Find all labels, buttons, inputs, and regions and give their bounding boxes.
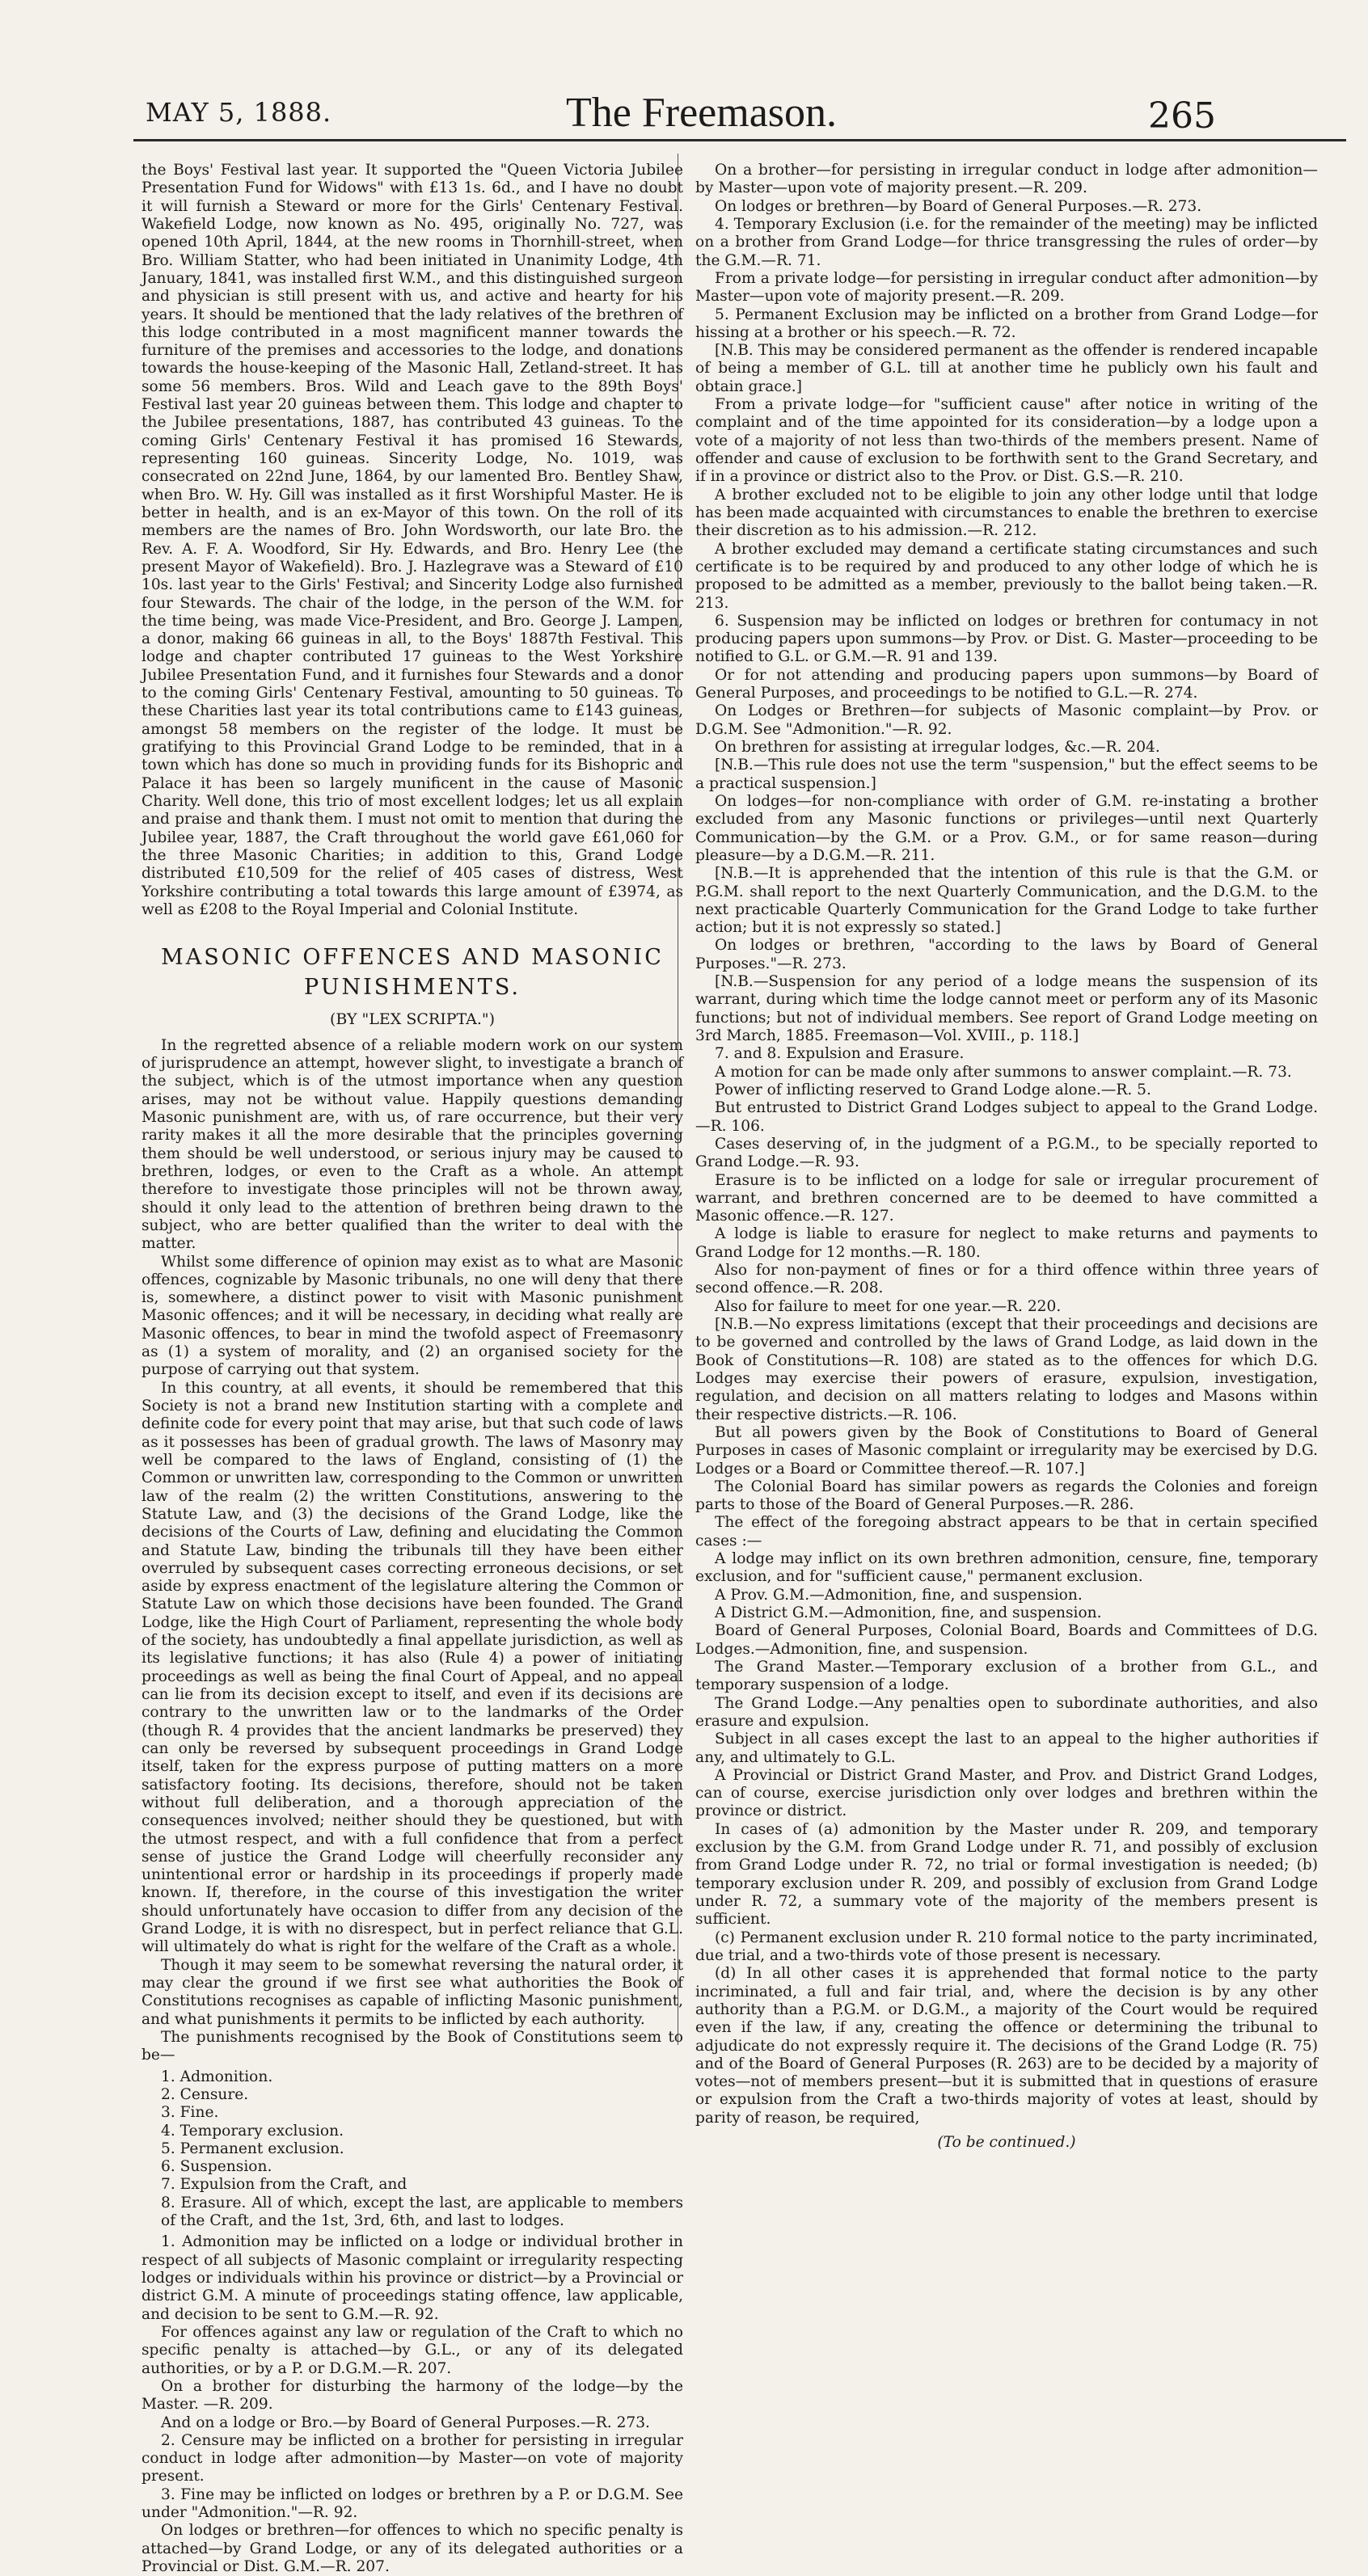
list-item: 4. Temporary exclusion. [161,2122,344,2140]
paragraph: (c) Permanent exclusion under R. 210 formal notice to the party incriminated, due trial, and a two-thirds vote of those present is necessary. [695,1929,1318,1964]
intro-paragraph: the Boys' Festival last year. It supported the "Queen Victoria Jubilee Presentation Fund for Widows" with £13 1s. 6d., and I have no doubt it will furnish a Steward or more for the Girls' Centenary Festival. Wakefield Lodge, now known as No. 495, originally No. 727, was opened 10th April, 1844, at the new rooms in Thornhill-street, when Bro. William Statter, who had been initiated in Unanimity Lodge, 4th January, 1841, was installed first W.M., and this distinguished surgeon and physician is still present with us, and active and hearty for his years. It should be mentioned that the lady relatives of the brethren of this lodge contributed in a most magnificent manner towards the furniture of the premises and accessories to the lodge, and donations towards the house-keeping of the Masonic Hall, Zetland-street. It has some 56 members. Bros. Wild and Leach gave to the 89th Boys' Festival last year 20 guineas between them. This lodge and chapter to the Jubilee presentations, 1887, has contributed 43 guineas. To the coming Girls' Centenary Festival it has promised 16 Stewards, representing 160 guineas. Sincerity Lodge, No. 1019, was consecrated on 22nd June, 1864, by our lamented Bro. Bentley Shaw, when Bro. W. Hy. Gill was installed as it first Worshipful Master. He is better in health, and is an ex-Mayor of this town. On the roll of its members are the names of Bro. John Wordsworth, our late Bro. the Rev. A. F. A. Woodford, Sir Hy. Edwards, and Bro. Henry Lee (the present Mayor of Wakefield). Bro. J. Hazlegrave was a Steward of £10 10s. last year to the Girls' Festival; and Sincerity Lodge also furnished four Stewards. The chair of the lodge, in the person of the W.M. for the time being, was made Vice-President, and Bro. George J. Lampen, a donor, making 66 guineas in all, to the Boys' 1887th Festival. This lodge and chapter contributed 17 guineas to the West Yorkshire Jubilee Presentation Fund, and it furnishes four Stewards and a donor to the coming Girls' Centenary Festival, amounting to 50 guineas. To these Charities last year its total contributions came to £143 guineas, amongst 58 members on the register of the lodge. It must be gratifying to this Provincial Grand Lodge to be reminded, that in a town which has done so much in providing funds for its Bishopric and Palace it has been so largely munificent in the cause of Masonic Charity. Well done, this trio of most excellent lodges; let us all explain and praise and thank them. I must not omit to mention that during the Jubilee year, 1887, the Craft throughout the world gave £61,060 for the three Masonic Charities; in addition to this, Grand Lodge distributed £10,509 for the relief of 405 cases of distress, West Yorkshire contributing a total towards this large amount of £3974, as well as £208 to the Royal Imperial and Colonial Institute. [141,162,683,918]
right-column [695,162,1318,2152]
newspaper-title: The Freemason. [566,90,838,136]
paragraph: [N.B.—This rule does not use the term "suspension," but the effect seems to be a practical suspension.] [695,757,1318,792]
paragraph: On lodges or brethren, "according to the laws by Board of General Purposes."—R. 273. [695,937,1318,972]
paragraph: A lodge may inflict on its own brethren admonition, censure, fine, temporary exclusion, and for "sufficient cause," permanent exclusion. [695,1550,1318,1586]
paragraph: 6. Suspension may be inflicted on lodges or brethren for contumacy in not producing papers upon summons—by Prov. or Dist. G. Master—proceeding to be notified to G.L. or G.M.—R. 91 and 139. [695,612,1318,666]
paragraph: On lodges or brethren—for offences to which no specific penalty is attached—by Grand Lodge, or any of its delegated authorities or a Provincial or Dist. G.M.—R. 207. [141,2522,683,2576]
paragraph: Or for not attending and producing papers upon summons—by Board of General Purposes, and proceedings to be notified to G.L.—R. 274. [695,666,1318,702]
paragraph: On brethren for assisting at irregular lodges, &c.—R. 204. [715,739,1160,756]
masthead [0,0,1368,141]
paragraph: Whilst some difference of opinion may exist as to what are Masonic offences, cognizable by Masonic tribunals, no one will deny that there is, somewhere, a distinct power to visit with Masonic punishment Masonic offences; and it will be necessary, in deciding what really are Masonic offences, to bear in mind the twofold aspect of Freemasonry as (1) a system of morality, and (2) an organised society for the purpose of carrying out that system. [141,1253,683,1379]
paragraph: Board of General Purposes, Colonial Board, Boards and Committees of D.G. Lodges.—Admonition, fine, and suspension. [695,1622,1318,1658]
paragraph: But all powers given by the Book of Constitutions to Board of General Purposes in cases of Masonic complaint or irregularity may be exercised by D.G. Lodges or a Board or Committee thereof.—R. 107.] [695,1423,1318,1478]
paragraph: The Grand Lodge.—Any penalties open to subordinate authorities, and also erasure and expulsion. [695,1694,1318,1730]
paragraph: [N.B.—Suspension for any period of a lodge means the suspension of its warrant, during which time the lodge cannot meet or perform any of its Masonic functions; but not of individual members. See report of Grand Lodge meeting on 3rd March, 1885. Freemason—Vol. XVIII., p. 118.] [695,973,1318,1044]
paragraph: A brother excluded may demand a certificate stating circumstances and such certificate is to be required by and produced to any other lodge of which he is proposed to be admitted as a member, previously to the ballot being taken.—R. 213. [695,540,1318,612]
article-heading: MASONIC OFFENCES AND MASONIC PUNISHMENTS. [161,945,664,1000]
continued-note: (To be continued.) [937,2134,1076,2152]
left-column [141,162,683,2576]
paragraph: In this country, at all events, it should be remembered that this Society is not a brand new Institution starting with a complete and definite code for every point that may arise, but that such code of laws as it possesses has been of gradual growth. The laws of Masonry may well be compared to the laws of England, consisting of (1) the Common or unwritten law, corresponding to the Common or unwritten law of the realm (2) the written Constitutions, answering to the Statute Law, and (3) the decisions of the Grand Lodge, like the decisions of the Courts of Law, defining and elucidating the Common and Statute Law, binding the tribunals till they have been either overruled by subsequent cases correcting erroneous decisions, or set aside by express enactment of the legislature altering the Common or Statute Law on which those decisions have been founded. The Grand Lodge, like the High Court of Parliament, representing the whole body of the society, has undoubtedly a final appellate jurisdiction, as well as its legislative functions; it has also (Rule 4) a power of initiating proceedings as well as being the final Court of Appeal, and no appeal can lie from its decision except to itself, and even if its decisions are contrary to the unwritten law or to the landmarks of the Order (though R. 4 provides that the ancient landmarks be preserved) they can only be reversed by subsequent proceedings in Grand Lodge itself, taken for the express purpose of putting matters on a more satisfactory footing. Its decisions, therefore, should not be taken without full deliberation, and a thorough appreciation of the consequences involved; neither should they be questioned, but with the utmost respect, and with a full confidence that from a perfect sense of justice the Grand Lodge will cheerfully reconsider any unintentional error or hardship in its proceedings if properly made known. If, therefore, in the course of this investigation the writer should unfortunately have occasion to differ from any decision of the Grand Lodge, it is with no disrespect, but in perfect reliance that G.L. will ultimately do what is right for the welfare of the Craft as a whole. [141,1379,683,1956]
paragraph: [N.B. This may be considered permanent as the offender is rendered incapable of being a member of G.L. till at another time he publicly own his fault and obtain grace.] [695,342,1318,395]
list-item: 1. Admonition. [161,2068,273,2085]
paragraph: A brother excluded not to be eligible to join any other lodge until that lodge has been made acquainted with circumstances to enable the brethren to exercise their discretion as to his admission.—R. 212. [695,486,1318,540]
paragraph: Cases deserving of, in the judgment of a P.G.M., to be specially reported to Grand Lodge.—R. 93. [695,1135,1318,1171]
issue-date: MAY 5, 1888. [146,97,332,128]
paragraph: The effect of the foregoing abstract appears to be that in certain specified cases :— [695,1514,1318,1549]
paragraph: 3. Fine may be inflicted on lodges or brethren by a P. or D.G.M. See under "Admonition."—R. 92. [141,2485,683,2522]
list-item: 2. Censure. [161,2085,249,2103]
paragraph: On a brother—for persisting in irregular conduct in lodge after admonition—by Master—upon vote of majority present.—R. 209. [695,162,1318,197]
paragraph: On lodges—for non-compliance with order of G.M. re-instating a brother excluded from any Masonic functions or privileges—until next Quarterly Communication—by the G.M. or a Prov. G.M., or for same reason—during pleasure—by a D.G.M.—R. 211. [695,792,1318,864]
paragraph: Erasure is to be inflicted on a lodge for sale or irregular procurement of warrant, and brethren concerned are to be deemed to have committed a Masonic offence.—R. 127. [695,1171,1318,1225]
paragraph: 5. Permanent Exclusion may be inflicted on a brother from Grand Lodge—for hissing at a brother or his speech.—R. 72. [695,306,1318,341]
article-body [141,1037,683,2065]
paragraph: (d) In all other cases it is apprehended that formal notice to the party incriminated, a full and fair trial, and, where the decision is by any other authority than a P.G.M. or D.G.M., a majority of the Court would be required even if the law, if any, creating the offence or determining the tribunal to adjudicate do not expressly require it. The decisions of the Grand Lodge (R. 75) and of the Board of General Purposes (R. 263) are to be decided by a majority of votes—not of members present—but it is submitted that in questions of erasure or expulsion from the Craft a two-thirds majority of votes at least, should by parity of reason, be required, [695,1965,1318,2127]
paragraph: In the regretted absence of a reliable modern work on our system of jurisprudence an attempt, however slight, to investigate a branch of the subject, which is of the utmost importance when any question arises, may not be without value. Happily questions demanding Masonic punishment are, with us, of rare occurrence, but their very rarity makes it all the more desirable that the principles governing them should be well understood, or serious injury may be caused to brethren, lodges, or even to the Craft as a whole. An attempt therefore to investigate those principles will not be thrown away, should it only lead to the attention of brethren being drawn to the subject, who are better qualified than the writer to deal with the matter. [141,1036,683,1253]
list-item: 5. Permanent exclusion. [161,2140,344,2157]
paragraph: On lodges or brethren—by Board of General Purposes.—R. 273. [715,197,1202,215]
paragraph: A motion for can be made only after summons to answer complaint.—R. 73. [715,1063,1292,1081]
list-item: 3. Fine. [161,2104,219,2122]
paragraph: The Colonial Board has similar powers as regards the Colonies and foreign parts to those of the Board of General Purposes.—R. 286. [695,1478,1318,1514]
header-rule [133,139,1346,141]
paragraph: For offences against any law or regulation of the Craft to which no specific penalty is attached—by G.L., or any of its delegated authorities, or by a P. or D.G.M.—R. 207. [141,2323,683,2377]
paragraph: From a private lodge—for persisting in irregular conduct after admonition—by Master—upon vote of majority present.—R. 209. [695,269,1318,306]
paragraph: A lodge is liable to erasure for neglect to make returns and payments to Grand Lodge for 12 months.—R. 180. [695,1225,1318,1261]
paragraph: Power of inflicting reserved to Grand Lodge alone.—R. 5. [715,1081,1151,1098]
paragraph: A Prov. G.M.—Admonition, fine, and suspension. [715,1586,1083,1604]
paragraph: The Grand Master.—Temporary exclusion of a brother from G.L., and temporary suspension of a lodge. [695,1658,1318,1694]
paragraph: On Lodges or Brethren—for subjects of Masonic complaint—by Prov. or D.G.M. See "Admonition."—R. 92. [695,702,1318,738]
paragraph: 7. and 8. Expulsion and Erasure. [715,1045,965,1063]
paragraph: 4. Temporary Exclusion (i.e. for the remainder of the meeting) may be inflicted on a brother from Grand Lodge—for thrice transgressing the rules of order—by the G.M.—R. 71. [695,215,1318,269]
paragraph: Subject in all cases except the last to an appeal to the higher authorities if any, and ultimately to G.L. [695,1731,1318,1766]
paragraph: And on a lodge or Bro.—by Board of General Purposes.—R. 273. [161,2414,650,2431]
right-body [695,162,1318,2127]
paragraph: [N.B.—It is apprehended that the intention of this rule is that the G.M. or P.G.M. shall report to the next Quarterly Communication, and the D.G.M. to the next practicable Quarterly Communication for the Grand Lodge to take further action; but it is not expressly so stated.] [695,865,1318,937]
paragraph: A Provincial or District Grand Master, and Prov. and District Grand Lodges, can of course, exercise jurisdiction only over lodges and brethren within the province or district. [695,1766,1318,1820]
page-number: 265 [1148,95,1216,137]
paragraph: [N.B.—No express limitations (except that their proceedings and decisions are to be governed and controlled by the laws of Grand Lodge, as laid down in the Book of Constitutions—R. 108) are stated as to the offences for which D.G. Lodges may exercise their powers of erasure, expulsion, investigation, regulation, and decision on all matters relating to lodges and Masons within their respective districts.—R. 106. [695,1316,1318,1423]
paragraph: From a private lodge—for "sufficient cause" after notice in writing of the complaint and of the time appointed for its consideration—by a lodge upon a vote of a majority of not less than two-thirds of the members present. Name of offender and cause of exclusion to be forthwith sent to the Grand Secretary, and if in a province or district also to the Prov. or Dist. G.S.—R. 210. [695,396,1318,486]
paragraph: Also for non-payment of fines or for a third offence within three years of second offence.—R. 208. [695,1262,1318,1297]
punishments-list [161,2068,683,2231]
paragraph: In cases of (a) admonition by the Master under R. 209, and temporary exclusion by the G.M. from Grand Lodge under R. 71, and possibly of exclusion from Grand Lodge under R. 72, no trial or formal investigation is needed; (b) temporary exclusion under R. 209, and possibly of exclusion from Grand Lodge under R. 72, a summary vote of the majority of the members present is sufficient. [695,1820,1318,1929]
paragraph: 2. Censure may be inflicted on a brother for persisting in irregular conduct in lodge after admonition—by Master—on vote of majority present. [141,2431,683,2485]
rules-section [141,2233,683,2576]
paragraph: Also for failure to meet for one year.—R. 220. [715,1297,1062,1315]
list-item: 7. Expulsion from the Craft, and [161,2176,407,2194]
paragraph: Though it may seem to be somewhat reversing the natural order, it may clear the ground if we first see what authorities the Book of Constitutions recognises as capable of inflicting Masonic punishment, and what punishments it permits to be inflicted by each authority. [141,1956,683,2028]
list-item: 6. Suspension. [161,2158,272,2176]
list-item: 8. Erasure. All of which, except the last, are applicable to members of the Craft, and the 1st, 3rd, 6th, and last to lodges. [161,2194,683,2230]
paragraph: On a brother for disturbing the harmony of the lodge—by the Master. —R. 209. [141,2377,683,2414]
paragraph: But entrusted to District Grand Lodges subject to appeal to the Grand Lodge.—R. 106. [695,1099,1318,1135]
paragraph: The punishments recognised by the Book of Constitutions seem to be— [141,2028,683,2064]
paragraph: A District G.M.—Admonition, fine, and suspension. [715,1604,1102,1621]
article-byline: (BY "LEX SCRIPTA.") [329,1010,496,1028]
paragraph: 1. Admonition may be inflicted on a lodge or individual brother in respect of all subjects of Masonic complaint or irregularity respecting lodges or individuals within his province or district—by a Provincial or district G.M. A minute of proceedings stating offence, law applicable, and decision to be sent to G.M.—R. 92. [141,2233,683,2323]
